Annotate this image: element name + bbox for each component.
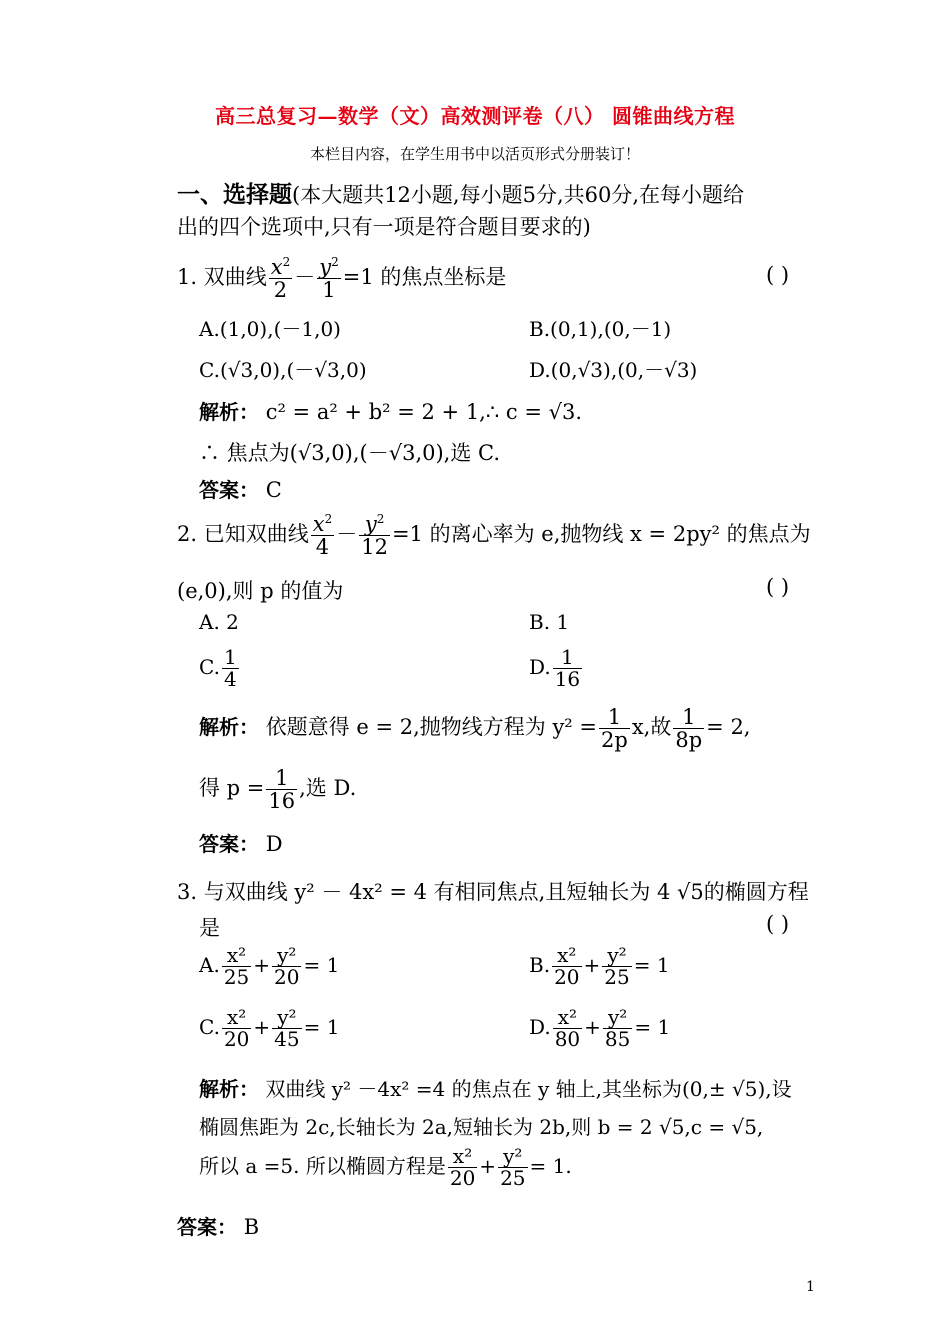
page-number: 1 (806, 1279, 815, 1295)
q2-fraction-1: $\frac{x^2}{4}$ (312, 512, 333, 560)
q1-answer: C (265, 478, 282, 502)
q2-analysis-line-2: 得 p = $\frac{1}{16}$ ,选 D. (199, 766, 357, 814)
q1-fraction-1: $\frac{x^2}{2}$ (270, 255, 291, 303)
q3-analysis-line-1: 解析： 双曲线 y² －4x² =4 的焦点在 y 轴上,其坐标为(0,± √5),设 (199, 1077, 792, 1101)
q2-option-b: B. 1 (529, 610, 570, 634)
q1-analysis-line-1 (199, 396, 582, 425)
q3-option-c: C. $\frac{\text{x²}}{20}$ + $\frac{\text{y²}}{45}$ = 1 (199, 1005, 340, 1051)
section-heading: 一、选择题 (177, 181, 292, 208)
q3-answer-label: 答案： (177, 1215, 237, 1239)
question-3 (177, 876, 809, 906)
q1-answer-blank: ( ) (766, 263, 790, 287)
section-intro-line-1 (177, 176, 744, 209)
q3-analysis-line-3: 所以 a =5. 所以椭圆方程是 $\frac{\text{x²}}{20}$ + $\frac{\text{y²}}{25}$ = 1. (199, 1144, 572, 1190)
q3-analysis-label: 解析： (199, 1077, 259, 1101)
q1-fraction-2: $\frac{y^2}{1}$ (319, 255, 339, 303)
q3-answer: B (243, 1215, 260, 1239)
q2-analysis-line-1: 解析： 依题意得 e = 2,抛物线方程为 y² = $\frac{1}{2p}$ x,故 $\frac{1}{8p}$ = 2, (199, 705, 751, 753)
q2-option-c: C. $\frac{1}{4}$ (199, 645, 237, 691)
q2-number: 2. (177, 522, 198, 547)
q1-number: 1. (177, 265, 198, 290)
q3-option-d: D. $\frac{\text{x²}}{80}$ + $\frac{\text{y²}}{85}$ = 1 (529, 1005, 671, 1051)
q3-analysis-2: 椭圆焦距为 2c,长轴长为 2a,短轴长为 2b,则 b = 2 √5,c = √5, (199, 1115, 764, 1139)
q3-line-2: 是 (199, 916, 220, 940)
q2-analysis-label: 解析： (199, 715, 259, 740)
q1-option-c: C.(√3,0),(－√3,0) (199, 358, 367, 382)
q2-text-post: =1 的离心率为 e,抛物线 x = 2py² 的焦点为 (391, 522, 811, 547)
q1-analysis-2: ∴ 焦点为(√3,0),(－√3,0),选 C. (199, 441, 501, 465)
q1-text-pre: 双曲线 (203, 265, 267, 290)
q2-line-2: (e,0),则 p 的值为 (177, 579, 344, 603)
q3-answer-blank: ( ) (766, 912, 790, 936)
page-title: 高三总复习—数学（文）高效测评卷（八） 圆锥曲线方程 (215, 104, 735, 128)
q3-option-b: B. $\frac{\text{x²}}{20}$ + $\frac{\text{y²}}{25}$ = 1 (529, 943, 670, 989)
q2-answer-label: 答案： (199, 832, 259, 856)
question-2: 2. 已知双曲线 $\frac{x^2}{4}$ － $\frac{y^2}{12}$ =1 的离心率为 e,抛物线 x = 2py² 的焦点为 (177, 512, 811, 560)
page-subtitle: 本栏目内容，在学生用书中以活页形式分册装订！ (309, 145, 640, 163)
q2-answer: D (265, 832, 283, 856)
question-1: 1. 双曲线 $\frac{x^2}{2}$ － $\frac{y^2}{1}$ =1 的焦点坐标是 (177, 255, 507, 303)
q2-option-a: A. 2 (199, 610, 239, 634)
section-intro-1: (本大题共12小题,每小题5分,共60分,在每小题给 (292, 183, 745, 207)
q1-option-d: D.(0,√3),(0,－√3) (529, 358, 698, 382)
section-intro-2: 出的四个选项中,只有一项是符合题目要求的) (177, 215, 591, 239)
q1-option-a: A.(1,0),(－1,0) (199, 317, 341, 341)
q3-answer-line (177, 1211, 259, 1240)
q2-fraction-2: $\frac{y^2}{12}$ (361, 512, 388, 560)
q2-option-d: D. $\frac{1}{16}$ (529, 645, 581, 691)
q1-answer-label: 答案： (199, 478, 259, 502)
q3-text: 与双曲线 y² － 4x² = 4 有相同焦点,且短轴长为 4 √5的椭圆方程 (203, 880, 809, 904)
q2-answer-line (199, 828, 283, 857)
q1-analysis-1: c² = a² + b² = 2 + 1,∴ c = √3. (265, 400, 583, 424)
q2-answer-blank: ( ) (766, 575, 790, 599)
q1-text-post: =1 的焦点坐标是 (342, 265, 507, 290)
q3-option-a: A. $\frac{\text{x²}}{25}$ + $\frac{\text{y²}}{20}$ = 1 (199, 943, 340, 989)
q1-option-b: B.(0,1),(0,－1) (529, 317, 672, 341)
q2-text-pre: 已知双曲线 (203, 522, 309, 547)
q1-analysis-label: 解析： (199, 400, 259, 424)
q3-number: 3. (177, 880, 198, 904)
q1-answer-line (199, 474, 282, 503)
